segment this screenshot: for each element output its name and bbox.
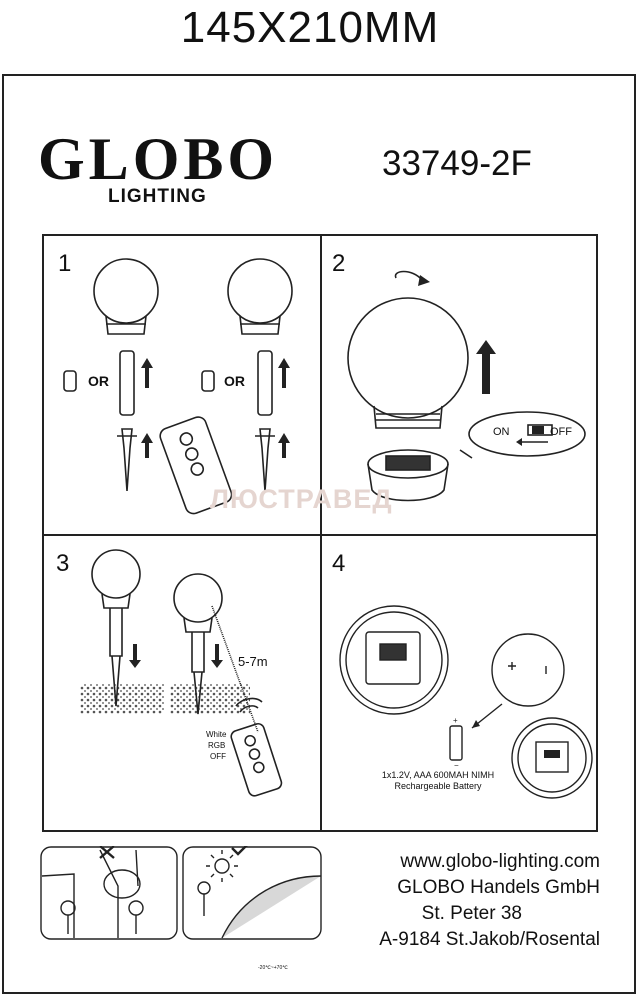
battery-icon <box>450 726 462 760</box>
or-label: OR <box>88 373 109 389</box>
svg-text:+: + <box>453 716 458 725</box>
company-name: GLOBO Handels GmbH <box>397 877 600 898</box>
globe-icon <box>228 259 292 323</box>
soil-area <box>170 684 250 714</box>
cross-icon <box>100 846 114 858</box>
brand-logo: GLOBO <box>38 126 279 192</box>
city-address: A-9184 St.Jakob/Rosental <box>379 929 600 950</box>
step-1-number: 1 <box>58 250 72 277</box>
soil-area <box>80 684 164 714</box>
remote-label-white: White <box>206 730 227 739</box>
globe-icon <box>92 550 140 598</box>
remote-label-off: OFF <box>210 752 226 761</box>
website[interactable]: www.globo-lighting.com <box>400 851 600 872</box>
temperature-range: -20℃~+70℃ <box>258 965 288 971</box>
switch-off-label: OFF <box>550 426 572 438</box>
or-label: OR <box>224 373 245 389</box>
switch-on-label: ON <box>493 426 510 438</box>
step-2-number: 2 <box>332 250 346 277</box>
battery-spec: 1x1.2V, AAA 600MAH NIMH <box>381 770 495 780</box>
battery-type: Rechargeable Battery <box>394 781 482 791</box>
rotate-arrow-icon <box>395 272 422 281</box>
correct-placement-illustration <box>182 846 322 940</box>
sun-icon <box>215 859 229 873</box>
globe-icon <box>94 259 158 323</box>
step-3-number: 3 <box>56 550 70 577</box>
distance-label: 5-7m <box>238 654 268 669</box>
wrong-placement-illustration <box>40 846 178 940</box>
step-3-illustration <box>44 536 320 830</box>
street-address: St. Peter 38 <box>421 903 522 924</box>
page-size-title: 145X210MM <box>180 3 440 52</box>
step-4-number: 4 <box>332 550 346 577</box>
product-code: 33749-2F <box>382 144 532 183</box>
globe-icon <box>348 298 468 418</box>
brand-logo-sub: LIGHTING <box>108 186 207 207</box>
globe-icon <box>174 574 222 622</box>
remote-label-rgb: RGB <box>208 741 226 750</box>
svg-text:−: − <box>454 761 459 770</box>
watermark: ЛЮСТРАВЕД <box>210 484 393 514</box>
